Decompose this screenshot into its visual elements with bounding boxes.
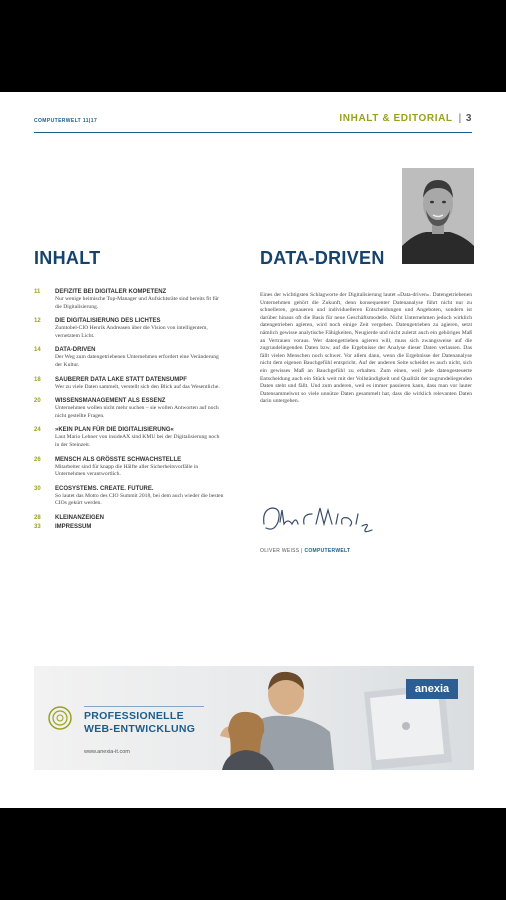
table-of-contents: [34, 288, 224, 532]
toc-page-number: 11: [34, 289, 41, 295]
toc-item[interactable]: [34, 426, 224, 449]
toc-page-number: 28: [34, 514, 41, 521]
toc-item-title: »KEIN PLAN FÜR DIE DIGITALISIERUNG«: [55, 427, 174, 434]
ad-divider: [84, 706, 204, 707]
signature: [258, 502, 388, 541]
editorial-title: DATA-DRIVEN: [260, 248, 385, 268]
ad-url[interactable]: www.anexia-it.com: [84, 749, 130, 755]
toc-item-title: DIE DIGITALISIERUNG DES LICHTES: [55, 318, 161, 325]
toc-item[interactable]: [34, 288, 224, 311]
toc-item-title: SAUBERER DATA LAKE STATT DATENSUMPF: [55, 376, 187, 383]
toc-item-title: ECOSYSTEMS. CREATE. FUTURE.: [55, 485, 154, 492]
header-rule: [34, 132, 472, 133]
toc-title: INHALT: [34, 248, 101, 268]
author-photo: [402, 168, 474, 264]
toc-item-title: KLEINANZEIGEN: [55, 514, 105, 521]
toc-item-title: IMPRESSUM: [55, 523, 92, 530]
toc-item[interactable]: [34, 346, 224, 369]
toc-item[interactable]: [34, 376, 224, 392]
section-title: INHALT & EDITORIAL: [339, 113, 453, 124]
toc-page-number: 26: [34, 456, 41, 463]
header-separator: |: [458, 113, 462, 124]
ad-tagline: [84, 710, 195, 736]
toc-item-desc: So lautet das Motto des CIO Summit 2018, bei dem auch wieder die besten CIOs gekürt werden.: [55, 492, 224, 507]
toc-item[interactable]: [34, 456, 224, 479]
editorial-text: Eines der wichtigsten Schlagworte der Digitalisierung lautet »Data-driven«. Datengetriebenen Unternehmen gehört die Zukunft, denn konsequenter Datenanalyse führt nicht nur zu schnelleren, genaueren und individuelleren Entscheidungen und Angeboten, sondern ist darüber hinaus oft die Basis für neue Geschäftsmodelle. Nicht Unternehmen jedoch wirklich datengetrieben agieren, wird noch einige Zeit vergehen. Datengetrieben zu agieren, setzt nämlich gewisse analytische Fähigkeiten, Neugierde und nicht zuletzt auch ein gehöriges Maß an Vertrauen voraus. Wer datengetrieben agieren will, muss sich zwangsweise auf die zugrundeliegenden Daten bzw. auf die Ergebnisse der Analyse dieser Daten verlassen. Das fällt vielen Menschen noch schwer. Vor allem dann, wenn die Ergebnisse der Datenanalyse nicht dem eigenen Bauchgefühl entspricht. Auf der anderen Seite scheidet es auch nicht, sich ein gewisses Maß an Bauchgefühl zu erhalten. Zum einen, weil jede datengesteuerte Entscheidung auch ein Stück weit mit der Vollständigkeit und Qualität der zugrundeliegenden Daten steht und fällt. Und zum anderen, weil es immer passieren kann, dass man vor lauter Datensammelwut so viele unnütze Daten gesammelt hat, dass die wirklich relevanten Daten darin untergehen.: [260, 292, 472, 405]
byline: [260, 548, 350, 554]
advertisement-banner[interactable]: [34, 666, 474, 770]
toc-item-title: MENSCH ALS GRÖSSTE SCHWACHSTELLE: [55, 456, 182, 463]
toc-page-number: 24: [34, 427, 41, 434]
toc-item-desc: Wer zu viele Daten sammelt, verstellt sich den Blick auf das Wesentliche.: [55, 383, 220, 390]
toc-item[interactable]: [34, 523, 224, 531]
byline-separator: |: [299, 548, 305, 554]
toc-item[interactable]: [34, 485, 224, 508]
toc-page-number: 20: [34, 398, 41, 405]
toc-item[interactable]: [34, 397, 224, 420]
ad-tagline-line1: PROFESSIONELLE: [84, 710, 184, 722]
toc-item-desc: Zumtobel-CIO Henrik Andreasen über die Vision von intelligentem, vernetztem Licht.: [55, 325, 208, 339]
toc-page-number: 12: [34, 318, 41, 325]
toc-item-desc: Unternehmen wollen nicht mehr suchen – sie wollen Antworten auf noch nicht gestellte Fragen.: [55, 405, 219, 419]
author-name: OLIVER WEISS: [260, 548, 300, 554]
toc-item-title: DATA-DRIVEN: [55, 347, 96, 354]
toc-item-desc: Der Weg zum datengetriebenen Unternehmen erfordert eine Veränderung der Kultur.: [55, 354, 219, 368]
ad-tagline-line2: WEB-ENTWICKLUNG: [84, 723, 196, 735]
section-header: [339, 113, 472, 124]
toc-item[interactable]: [34, 317, 224, 340]
toc-item-desc: Laut Mario Lehner von insideAX sind KMU bei der Digitalisierung noch in der Steinzeit.: [55, 434, 220, 448]
toc-item-title: DEFIZITE BEI DIGITALER KOMPETENZ: [55, 289, 167, 295]
magazine-page: [0, 92, 506, 808]
toc-page-number: 30: [34, 485, 41, 492]
anexia-logo: anexia: [406, 679, 458, 699]
toc-item-desc: Nur wenige heimische Top-Manager und Aufsichtsräte sind bereits fit für die Digitalisierung.: [55, 296, 220, 310]
toc-page-number: 33: [34, 523, 41, 530]
toc-item-desc: Mitarbeiter sind für knapp die Hälfte aller Sicherheitsvorfälle in Unternehmen verantwortlich.: [55, 463, 199, 478]
toc-page-number: 18: [34, 376, 41, 383]
page-number: 3: [465, 113, 472, 124]
toc-page-number: 14: [34, 347, 41, 354]
magazine-issue: COMPUTERWELT 11|17: [34, 118, 98, 124]
toc-item[interactable]: [34, 514, 224, 522]
byline-brand: COMPUTERWELT: [304, 548, 351, 554]
toc-item-title: WISSENSMANAGEMENT ALS ESSENZ: [55, 398, 166, 405]
